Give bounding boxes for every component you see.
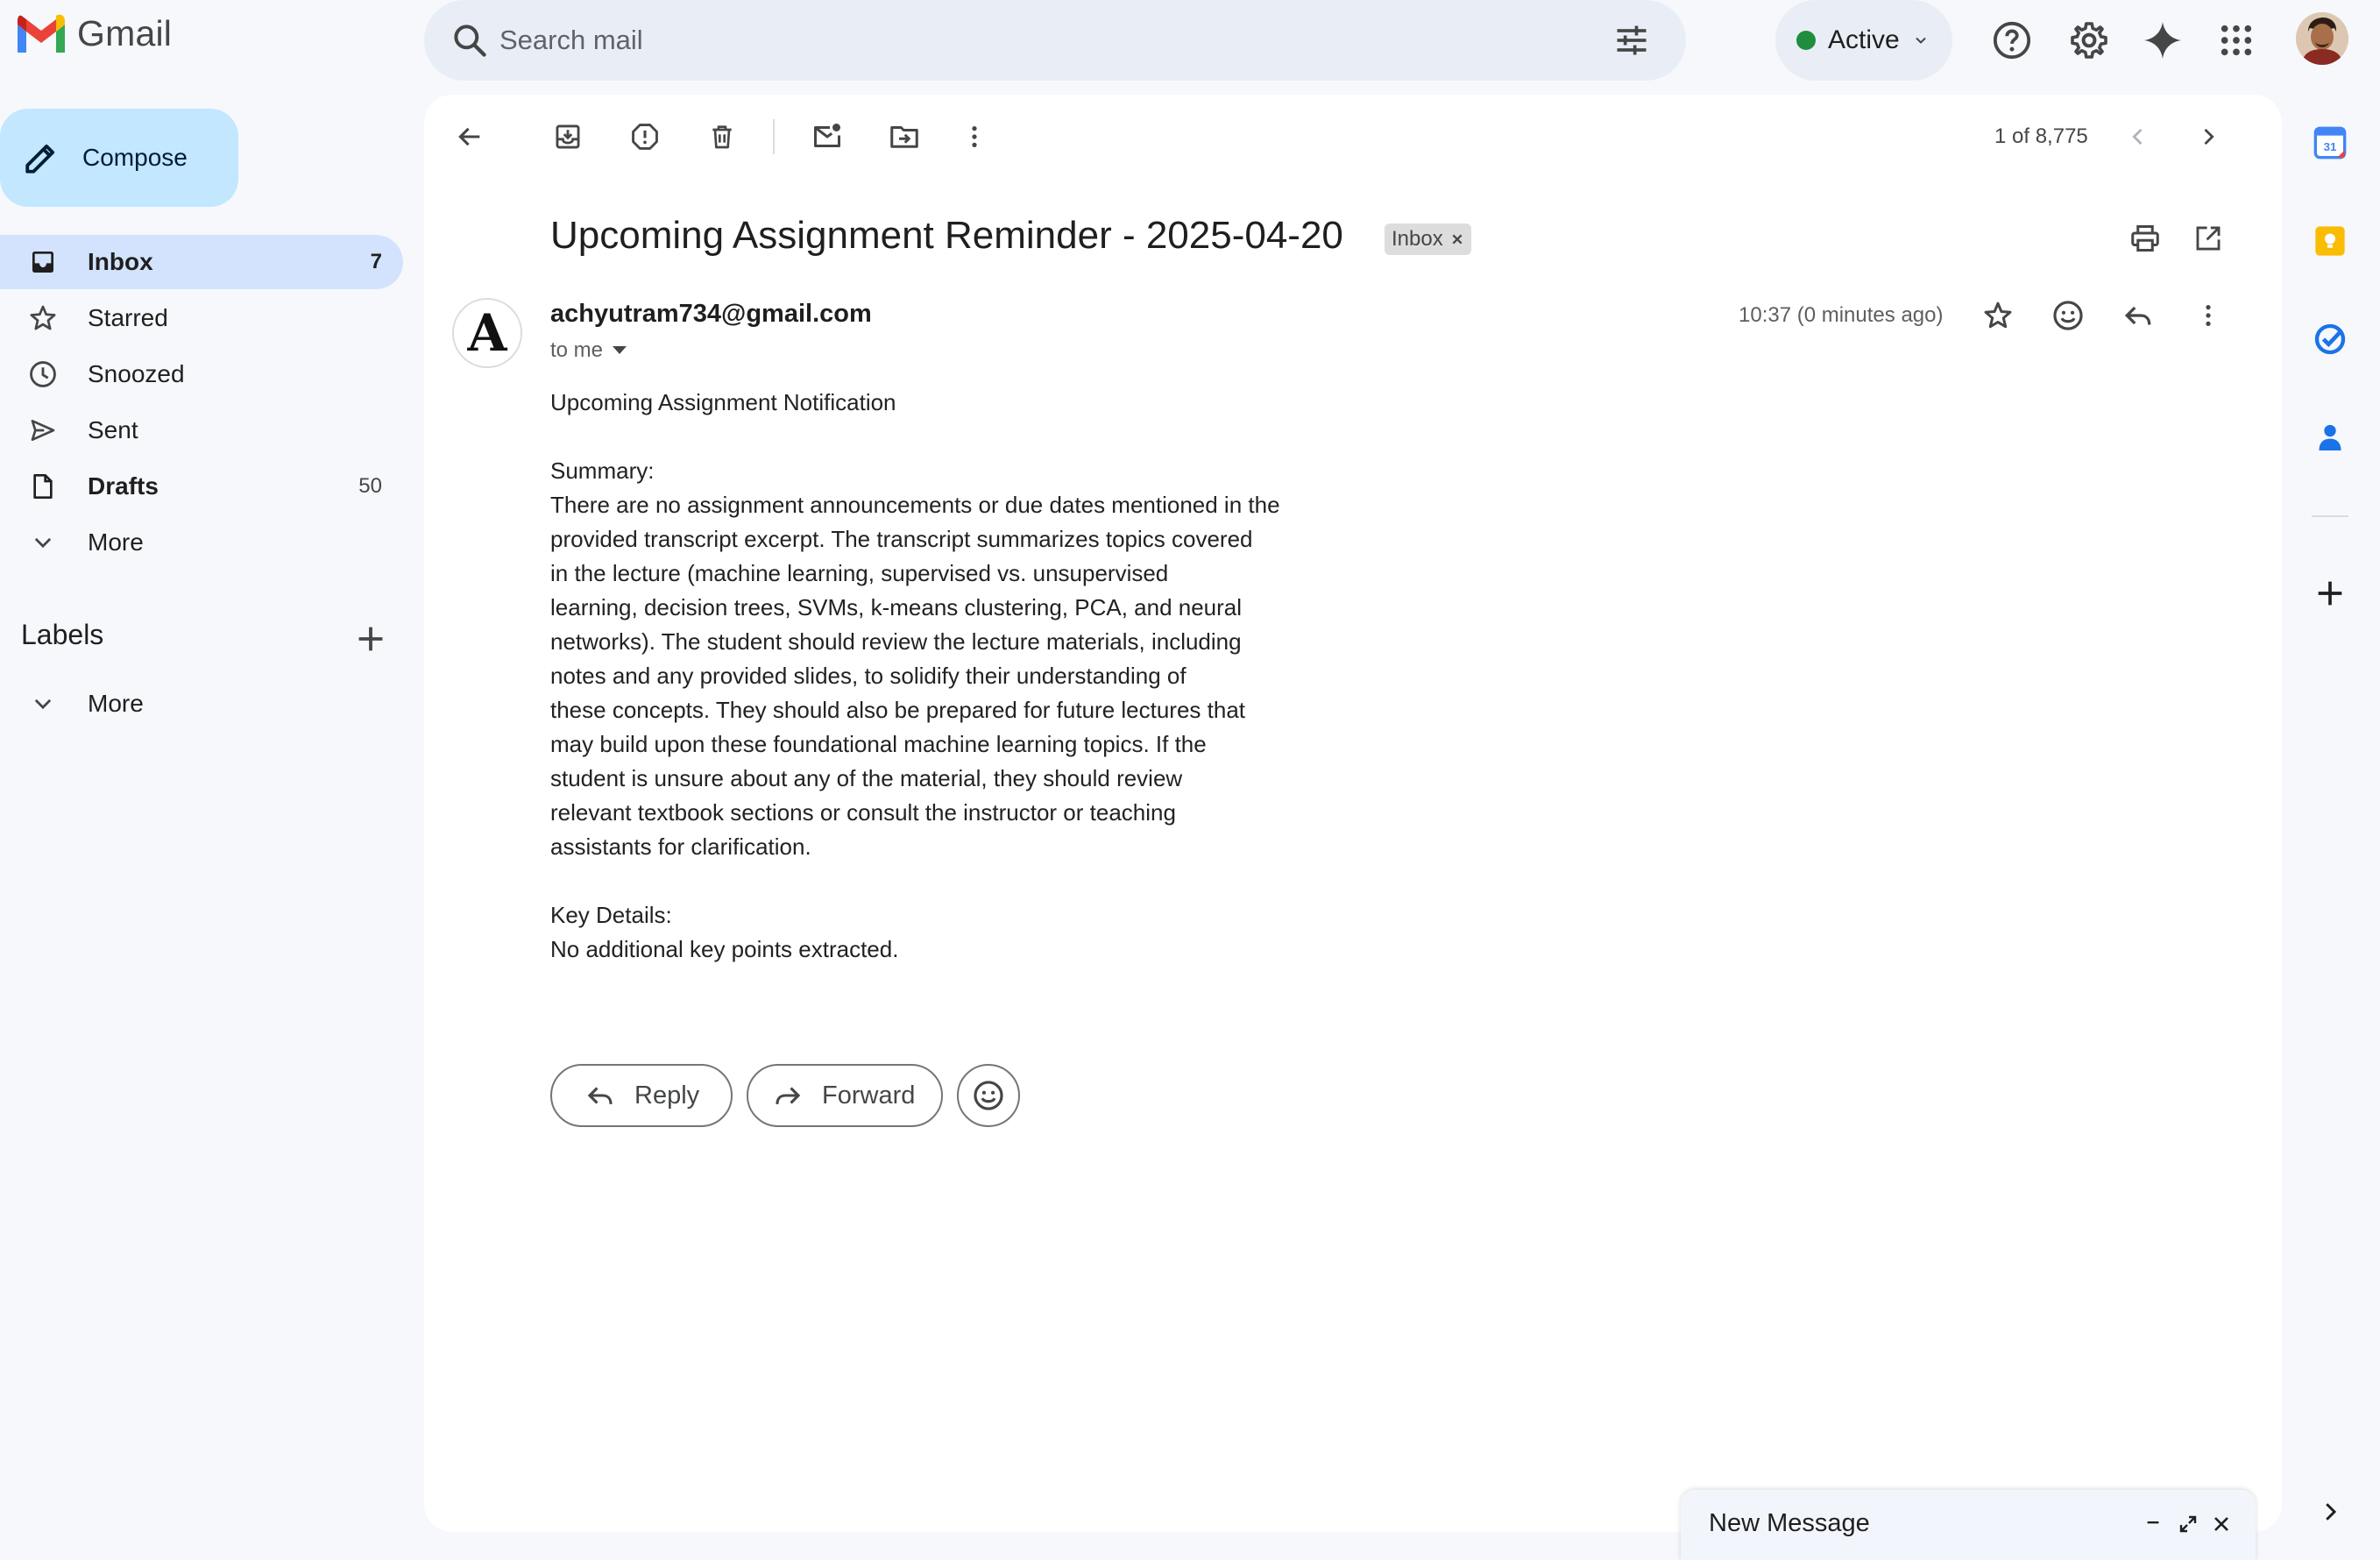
forward-label: Forward: [822, 1081, 916, 1110]
side-panel-divider: [2312, 515, 2348, 517]
summary-line: There are no assignment announcements or due dates mentioned in the: [550, 492, 1280, 518]
caret-down-icon: [612, 345, 627, 356]
sender-email[interactable]: achyutram734@gmail.com: [550, 300, 872, 328]
print-icon[interactable]: [2126, 219, 2164, 258]
calendar-app-icon[interactable]: [2312, 124, 2348, 161]
summary-line: in the lecture (machine learning, supervised vs. unsupervised: [550, 560, 1169, 586]
key-details-heading: Key Details:: [550, 902, 672, 928]
email-timestamp: 10:37 (0 minutes ago): [1739, 303, 1944, 327]
reply-icon: [585, 1081, 615, 1110]
message-more-icon[interactable]: [2189, 296, 2228, 335]
summary-line: assistants for clarification.: [550, 833, 811, 860]
svg-text:31: 31: [2323, 140, 2337, 154]
account-avatar[interactable]: [2296, 12, 2348, 65]
sidebar-item-snoozed[interactable]: [0, 347, 403, 401]
sidebar-item-label: More: [88, 528, 144, 556]
email-subject: Upcoming Assignment Reminder - 2025-04-20: [550, 214, 1343, 257]
sender-avatar[interactable]: A: [452, 298, 522, 368]
summary-line: relevant textbook sections or consult the instructor or teaching: [550, 799, 1176, 826]
compose-button[interactable]: [0, 109, 238, 207]
close-icon[interactable]: [2206, 1509, 2236, 1539]
star-message-icon[interactable]: [1979, 296, 2017, 335]
sidebar-item-label: Inbox: [88, 248, 153, 275]
more-options-icon[interactable]: [955, 117, 994, 156]
recipient-details[interactable]: [550, 338, 627, 363]
toolbar-divider: [773, 119, 775, 154]
clock-icon: [28, 359, 58, 389]
search-options-icon[interactable]: [1612, 21, 1651, 60]
chevron-down-icon: [1912, 32, 1930, 49]
key-details-text: No additional key points extracted.: [550, 936, 899, 962]
pencil-icon: [23, 139, 60, 176]
labels-heading: Labels: [21, 619, 104, 650]
pagination-text: 1 of 8,775: [1994, 124, 2088, 148]
delete-trash-icon[interactable]: [703, 117, 741, 156]
reply-button[interactable]: [550, 1064, 733, 1127]
inbox-icon: [28, 247, 58, 277]
forward-icon: [773, 1081, 803, 1110]
keep-app-icon[interactable]: [2312, 223, 2348, 259]
chevron-down-icon: [28, 689, 58, 719]
move-to-folder-icon[interactable]: [885, 117, 924, 156]
archive-icon[interactable]: [549, 117, 587, 156]
sidebar-item-more[interactable]: [0, 515, 403, 570]
add-label-plus-icon[interactable]: [351, 619, 391, 659]
email-body: [550, 386, 1321, 967]
star-icon: [28, 303, 58, 333]
settings-gear-icon[interactable]: [2065, 16, 2114, 65]
remove-label-icon[interactable]: [1450, 232, 1464, 246]
emoji-icon: [972, 1079, 1005, 1112]
forward-button[interactable]: [747, 1064, 943, 1127]
minimize-icon[interactable]: [2138, 1509, 2168, 1539]
sidebar-item-label: Sent: [88, 416, 138, 443]
recipient-text: to me: [550, 338, 604, 362]
inbox-label-chip: [1385, 223, 1471, 255]
status-selector[interactable]: [1775, 0, 1952, 81]
sidebar-item-drafts[interactable]: [0, 459, 403, 514]
reply-icon[interactable]: [2119, 296, 2157, 335]
sidebar-item-label: Starred: [88, 304, 168, 331]
emoji-react-icon[interactable]: [2049, 296, 2087, 335]
reply-label: Reply: [634, 1081, 700, 1110]
back-arrow-icon[interactable]: [450, 117, 489, 156]
tasks-app-icon[interactable]: [2312, 321, 2348, 358]
contacts-app-icon[interactable]: [2312, 419, 2348, 456]
gmail-wordmark: Gmail: [77, 12, 173, 53]
search-bar[interactable]: [424, 0, 1686, 81]
summary-line: provided transcript excerpt. The transcript summarizes topics covered: [550, 526, 1253, 552]
apps-grid-icon[interactable]: [2212, 16, 2261, 65]
chevron-down-icon: [28, 528, 58, 557]
summary-heading: Summary:: [550, 457, 655, 484]
send-icon: [28, 415, 58, 445]
sidebar-item-sent[interactable]: [0, 403, 403, 457]
chevron-left-icon[interactable]: [2119, 117, 2157, 156]
sidebar-item-inbox[interactable]: [0, 235, 403, 289]
help-icon[interactable]: [1987, 16, 2036, 65]
new-message-title: New Message: [1709, 1509, 1870, 1537]
summary-line: networks). The student should review the lecture materials, including: [550, 628, 1242, 655]
report-spam-icon[interactable]: [626, 117, 664, 156]
search-input[interactable]: [499, 19, 1551, 61]
get-addons-plus-icon[interactable]: [2312, 575, 2348, 612]
summary-line: learning, decision trees, SVMs, k-means clustering, PCA, and neural: [550, 594, 1243, 620]
summary-line: may build upon these foundational machine learning topics. If the: [550, 731, 1207, 757]
sidebar-item-label: Snoozed: [88, 360, 185, 387]
body-intro: Upcoming Assignment Notification: [550, 389, 896, 415]
mark-unread-icon[interactable]: [808, 117, 846, 156]
open-new-window-icon[interactable]: [2189, 219, 2228, 258]
search-icon[interactable]: [450, 21, 489, 60]
gemini-sparkle-icon[interactable]: [2138, 16, 2187, 65]
summary-line: notes and any provided slides, to solidify their understanding of: [550, 663, 1186, 689]
summary-line: student is unsure about any of the material, they should review: [550, 765, 1183, 791]
labels-more-label: More: [88, 690, 144, 717]
gmail-m-icon: [14, 12, 68, 54]
emoji-reaction-button[interactable]: [957, 1064, 1020, 1127]
new-message-window[interactable]: [1681, 1490, 2256, 1560]
gmail-logo[interactable]: [14, 12, 172, 54]
chevron-right-icon[interactable]: [2189, 117, 2228, 156]
draft-icon: [28, 472, 58, 501]
label-chip-text: Inbox: [1392, 227, 1443, 251]
summary-line: these concepts. They should also be prepared for future lectures that: [550, 697, 1245, 723]
sidebar-item-starred[interactable]: [0, 291, 403, 345]
labels-more-item[interactable]: [0, 677, 403, 731]
status-label: Active: [1828, 25, 1900, 54]
sidebar-item-count: 7: [370, 250, 382, 273]
full-screen-icon[interactable]: [2173, 1509, 2203, 1539]
sidebar-item-label: Drafts: [88, 472, 159, 500]
status-dot: [1796, 31, 1816, 50]
compose-label: Compose: [82, 144, 188, 171]
expand-side-panel-icon[interactable]: [2312, 1493, 2348, 1530]
sidebar-item-count: 50: [358, 474, 382, 498]
